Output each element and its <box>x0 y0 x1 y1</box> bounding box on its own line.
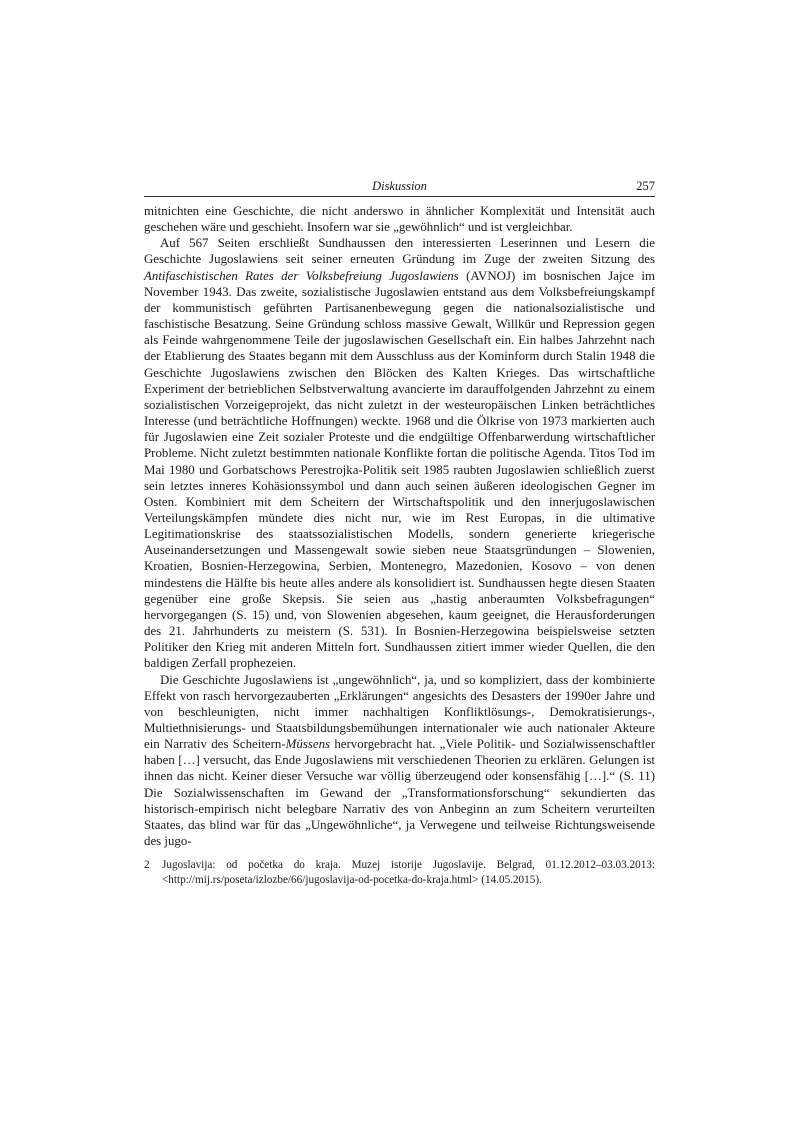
running-head <box>144 176 655 196</box>
footnotes <box>144 858 655 887</box>
header-rule <box>144 196 655 197</box>
text-run: hervorgebracht hat. „Viele Politik- und Sozialwissenschaftler haben […] versucht, das Ende Jugoslawiens mit verschiedenen Theorien zu erklären. Gelungen ist ihnen das nicht. Keiner dieser Versuche war völlig überzeugend oder konsensfähig […].“ (S. 11) Die Sozialwissenschaften im Gewand der „Transformationsforschung“ sekundierten das historisch-empirisch nicht belegbare Narrativ des von Anbeginn an zum Scheitern verurteilten Staates, das blind war für das „Ungewöhnliche“, ja Verwegene und teilweise Richtungsweisende des jugo- <box>144 737 655 849</box>
text-run: Auf 567 Seiten erschließt Sundhaussen den interessierten Leserinnen und Lesern die Geschichte Jugoslawiens seit seiner erneuten Gründung im Zuge der zweiten Sitzung des <box>144 236 655 267</box>
page-number: 257 <box>636 179 655 193</box>
text-run: (AVNOJ) im bosnischen Jajce im November 1943. Das zweite, sozialistische Jugoslawien entstand aus dem Volksbefreiungskampf der kommunistisch geführten Partisanenbewegung gegen die nationalsozialistische und faschistische Besatzung. Seine Gründung schloss massive Gewalt, Willkür und Repression gegen als Feinde wahrgenommene Teile der jugoslawischen Gesellschaft ein. Ein halbes Jahrzehnt nach der Etablierung des Staates begann mit dem Ausschluss aus der Kominform durch Stalin 1948 die Geschichte Jugoslawiens zwischen den Blöcken des Kalten Krieges. Das wirtschaftliche Experiment der betrieblichen Selbstverwaltung avancierte im darauffolgenden Jahrzehnt zu einem sozialistischen Vorzeigeprojekt, das nicht zuletzt in der westeuropäischen Linken beträchtliches Interesse (und beträchtliche Hoffnungen) weckte. 1968 und die Ölkrise von 1973 markierten auch für Jugoslawien eine Zeit sozialer Proteste und die endgültige Offenbarwerdung wirtschaftlicher Probleme. Nicht zuletzt bestimmten nationale Konflikte fortan die politische Agenda. Titos Tod im Mai 1980 und Gorbatschows Perestrojka-Politik seit 1985 raubten Jugoslawien schließlich zuerst sein letztes inneres Kohäsionssymbol und dann auch seinen äußeren ideologischen Gegner im Osten. Kombiniert mit dem Scheitern der Wirtschaftspolitik und den innerjugoslawischen Verteilungskämpfen mündete dies nicht nur, wie im Rest Europas, in die ultimative Legitimationskrise des staatssozialistischen Modells, sondern generierte kriegerische Auseinandersetzungen und Massengewalt sowie sieben neue Staatsgründungen – Slowenien, Kroatien, Bosnien-Herzegowina, Serbien, Montenegro, Mazedonien, Kosovo – von denen mindestens die Hälfte bis heute alles andere als konsolidiert ist. Sundhaussen hegte diesen Staaten gegenüber eine große Skepsis. Sie seien aus „hastig anberaumten Volksbefragungen“ hervorgegangen (S. 15) und, von Slowenien abgesehen, kaum geeignet, die Herausforderungen des 21. Jahrhunderts zu meistern (S. 531). In Bosnien-Herzegowina beispielsweise setzten Politiker den Krieg mit anderen Mitteln fort. Sundhaussen zitiert immer wieder Quellen, die den baldigen Zerfall prophezeien. <box>144 268 655 671</box>
text-run: mitnichten eine Geschichte, die nicht anderswo in ähnlicher Komplexität und Intensität auch geschehen wäre und geschieht. Insofern war sie „gewöhnlich“ und ist vergleichbar. <box>144 204 655 235</box>
text-run: Die Geschichte Jugoslawiens ist „ungewöhnlich“, ja, und so kompliziert, dass der kombinierte Effekt von rasch hervorgezauberten „Erklärungen“ angesichts des Desasters der 1990er Jahre und von beschleunigten, nicht immer nachhaltigen Konfliktlösungs-, Demokratisierungs-, Multiethnisierungs- und Staatsbildungsbemühungen internationaler wie auch nationaler Akteure ein Narrativ des Scheitern- <box>144 672 655 752</box>
italic-title: Müssens <box>285 737 331 752</box>
paragraph-1 <box>144 203 655 235</box>
footnote-number: 2 <box>144 859 150 872</box>
paragraph-3 <box>144 672 655 850</box>
running-head-title: Diskussion <box>372 179 427 193</box>
body-text <box>144 203 655 849</box>
footnote-text: Jugoslavija: od početka do kraja. Muzej istorije Jugoslavije. Belgrad, 01.12.2012–03.03.2013: <http://mij.rs/poseta/izlozbe/66/jugoslavija-od-pocetka-do-kraja.html> (14.05.2015). <box>162 859 655 886</box>
paragraph-2 <box>144 235 655 671</box>
page <box>144 176 655 887</box>
footnote-2 <box>144 858 655 887</box>
italic-title: Antifaschistischen Rates der Volksbefreiung Jugoslawiens <box>144 268 459 283</box>
